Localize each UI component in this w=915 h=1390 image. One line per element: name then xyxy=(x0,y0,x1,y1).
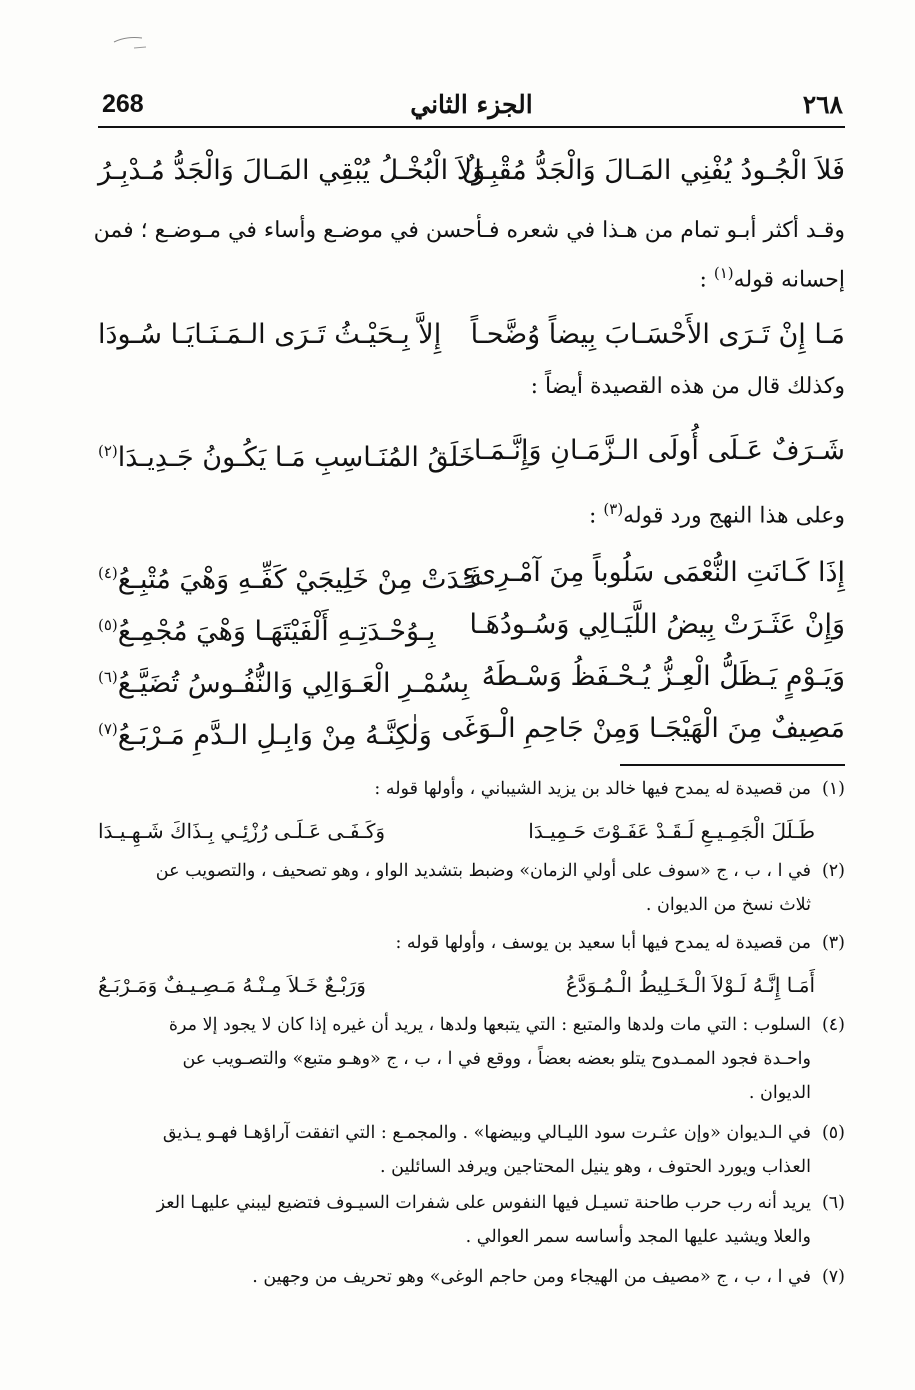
footnote-4-number: (٤) xyxy=(821,1015,845,1035)
verse-3-first-hemistich: شَـرَفٌ عَـلَى أُولَى الـزَّمَـانِ وَإِنَّـمَـا xyxy=(473,435,845,466)
paragraph-1-colon: : xyxy=(699,267,714,293)
footnote-6-line-1 xyxy=(98,1186,845,1220)
verse-1 xyxy=(98,148,845,194)
footnote-1-text: من قصيدة له يمدح فيها خالد بن يزيد الشيباني ، وأولها قوله : xyxy=(374,779,811,799)
verse-4-first-hemistich: إِذَا كَـانَتِ النُّعْمَى سَلُوباً مِنَ آمْـرِىءٍ xyxy=(462,557,845,588)
verse-2 xyxy=(98,312,845,358)
footnote-ref-1: (١) xyxy=(713,264,734,282)
verse-5-second-hemistich xyxy=(98,602,435,655)
page-number-latin: 268 xyxy=(102,90,144,118)
footnote-3-verse-first: أَمَـا إِنَّـهُ لَـوْلاَ الْـخَـلِيطُ الْـمُـوَدَّعُ xyxy=(565,973,815,997)
footnote-3-verse-second: وَرَبْـعٌ خَـلاَ مِـنْـهُ مَـصِـيـفٌ وَمَـرْبَـعُ xyxy=(98,973,366,997)
verse-5-second-text: بِـوُحْـدَتِـهِ أَلْفَيْتَهَـا وَهْيَ مُجْمِـعُ xyxy=(117,616,436,647)
verse-1-second-hemistich: وَلاَ الْبُخْـلُ يُبْقِي المَـالَ وَالْجَدُّ مُـدْبِـرُ xyxy=(98,155,486,186)
verse-4 xyxy=(98,550,845,596)
footnote-ref-5: (٥) xyxy=(98,616,118,634)
footnote-6 xyxy=(98,1186,845,1254)
footnote-6-number: (٦) xyxy=(821,1193,845,1213)
footnote-6-line-1-text: يريد أنه رب حرب طاحنة تسيـل فيها النفوس على شفرات السيـوف فتضيع ليبني عليهـا العز xyxy=(156,1193,811,1213)
footnote-2-line-2: ثلاث نسخ من الديوان . xyxy=(645,895,811,915)
verse-3 xyxy=(98,428,845,474)
footnote-ref-3: (٣) xyxy=(603,500,624,518)
paragraph-1 xyxy=(93,210,845,301)
verse-3-second-hemistich xyxy=(98,428,476,481)
page-number-arabic: ٢٦٨ xyxy=(802,90,843,119)
footnote-4 xyxy=(98,1008,845,1110)
footnote-5-line-2: العذاب ويورد الحتوف ، وهو ينيل المحتاجين ويرفد السائلين . xyxy=(380,1157,811,1177)
footnote-4-line-1-text: السلوب : التي مات ولدها والمتبع : التي يتبعها ولدها ، يريد أن غيره إذا كان لا يجود إلا مرة xyxy=(168,1015,811,1035)
verse-7-second-hemistich xyxy=(98,706,432,759)
footnote-1-number: (١) xyxy=(821,779,845,799)
footnote-4-line-1 xyxy=(98,1008,845,1042)
footnote-ref-7: (٧) xyxy=(98,720,118,738)
footnote-3 xyxy=(98,926,845,960)
verse-2-second-hemistich: إِلاَّ بِـحَيْـثُ تَـرَى الـمَـنَـايَـا سُـودَا xyxy=(98,319,442,350)
paragraph-3-text: وعلى هذا النهج ورد قوله xyxy=(623,503,845,529)
verse-5-first-hemistich: وَإِنْ عَثَـرَتْ بِيضُ اللَّيَـالِي وَسُـودُهَـا xyxy=(469,609,845,640)
footnote-5-line-1 xyxy=(98,1116,845,1150)
footnote-7 xyxy=(98,1260,845,1294)
footnote-1-verse-second: وَكَـفَـى عَـلَـى رُزْئِـي بِـذَاكَ شَـهِـيـدَا xyxy=(98,819,386,843)
footnote-ref-4: (٤) xyxy=(98,564,118,582)
verse-6-second-hemistich xyxy=(98,654,469,707)
verse-5 xyxy=(98,602,845,648)
footnote-1-verse-first: طَـلَلَ الْجَمِـيـعِ لَـقَـدْ عَفَـوْتَ حَـمِيـدَا xyxy=(528,819,815,843)
footnote-1-verse xyxy=(98,814,815,848)
footnote-2-line-1 xyxy=(98,854,845,888)
verse-1-first-hemistich: فَلاَ الْجُـودُ يُفْنِي المَـالَ وَالْجَدُّ مُقْبِـلٌ xyxy=(462,155,845,186)
verse-4-second-hemistich xyxy=(98,550,483,603)
footnote-separator xyxy=(620,764,845,766)
footnote-5-line-1-text: في الـديوان «وإن عثـرت سود الليـالي وبيضها» . والمجمـع : التي اتفقت آراؤهـا فهـو يـذيق xyxy=(162,1123,811,1143)
paragraph-1-text: إحسانه قوله xyxy=(733,267,845,293)
footnote-4-line-2: واحـدة فجود الممـدوح يتلو بعضه بعضاً ، ووقع في ا ، ب ، ج «وهـو متبع» والتصـويب عن xyxy=(182,1049,811,1069)
footnote-4-line-3: الديوان . xyxy=(748,1083,811,1103)
verse-3-second-text: خَلَقُ المُنَـاسِبِ مَـا يَكُـونُ جَـدِيـدَا xyxy=(117,442,476,473)
paragraph-3 xyxy=(98,488,845,537)
verse-6-first-hemistich: وَيَـوْمٍ يَـظَلُّ الْعِـزُّ يُـحْـفَظُ وَسْـطَهُ xyxy=(481,661,845,692)
footnote-ref-6: (٦) xyxy=(98,668,118,686)
footnote-ref-2: (٢) xyxy=(98,442,118,460)
paragraph-1-line-2 xyxy=(98,252,845,301)
verse-7-first-hemistich: مَصِيفٌ مِنَ الْهَيْجَـا وَمِنْ جَاحِمِ الْـوَغَى xyxy=(441,713,845,744)
footnote-5-number: (٥) xyxy=(821,1123,845,1143)
footnote-2-number: (٢) xyxy=(821,861,845,881)
footnote-6-line-2: والعلا ويشيد عليها المجد وأساسه سمر العوالي . xyxy=(465,1227,811,1247)
verse-7 xyxy=(98,706,845,752)
paragraph-1-line-1: وقـد أكثر أبـو تمام من هـذا في شعره فـأحسن في موضـع وأساء في مـوضـع ؛ فمن xyxy=(93,218,845,243)
footnote-7-text: في ا ، ب ، ج «مصيف من الهيجاء ومن حاجم الوغى» وهو تحريف من وجهين . xyxy=(252,1267,811,1287)
running-title: الجزء الثاني xyxy=(410,90,533,119)
footnote-3-verse xyxy=(98,968,815,1002)
verse-4-second-text: غَـدَتْ مِنْ خَلِيجَيْ كَفِّـهِ وَهْيَ مُتْبِـعُ xyxy=(117,564,483,595)
scan-artifact-mark xyxy=(112,30,152,52)
footnote-3-text: من قصيدة له يمدح فيها أبا سعيد بن يوسف ، وأولها قوله : xyxy=(395,933,811,953)
paragraph-2: وكذلك قال من هذه القصيدة أيضاً : xyxy=(530,374,845,399)
footnote-1 xyxy=(98,772,845,806)
verse-7-second-text: وَلٰكِنَّـهُ مِنْ وَابِـلِ الـدَّمِ مَـرْبَـعُ xyxy=(117,720,432,751)
verse-6 xyxy=(98,654,845,700)
verse-2-first-hemistich: مَـا إِنْ تَـرَى الأَحْسَـابَ بِيضاً وُضَّحـاً xyxy=(470,319,845,350)
paragraph-3-colon: : xyxy=(588,503,604,529)
footnote-3-number: (٣) xyxy=(821,933,845,953)
footnote-7-number: (٧) xyxy=(821,1267,845,1287)
footnote-5 xyxy=(98,1116,845,1184)
footnote-2-line-1-text: في ا ، ب ، ج «سوف على أولي الزمان» وضبط بتشديد الواو ، وهو تصحيف ، والتصويب عن xyxy=(155,861,811,881)
page-header xyxy=(98,90,845,128)
footnote-2 xyxy=(98,854,845,922)
verse-6-second-text: بِسُمْـرِ الْعَـوَالِي وَالنُّفُـوسُ تُضَيَّـعُ xyxy=(117,668,470,699)
